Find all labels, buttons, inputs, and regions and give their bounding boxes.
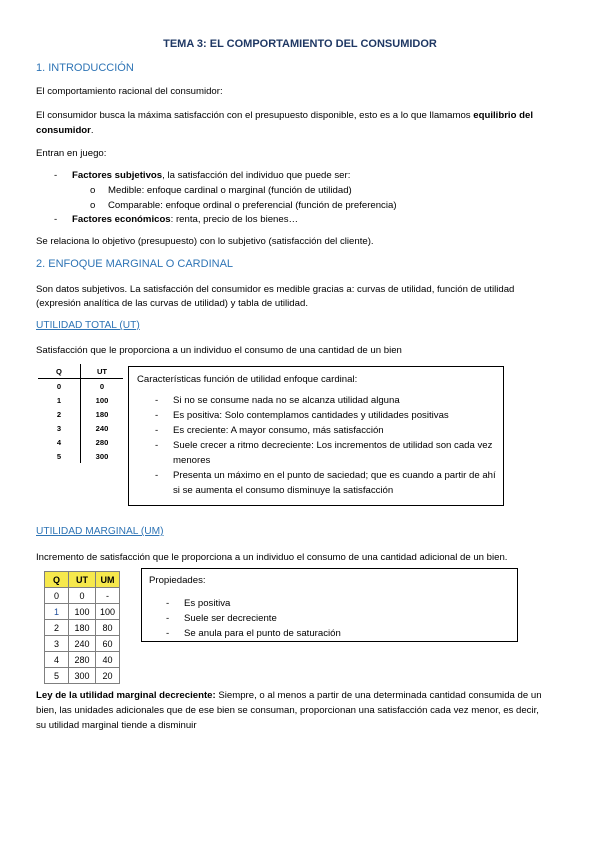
um-cell-ut: 280 [69, 652, 96, 668]
table-row [45, 604, 120, 620]
bullet-circle-2: o [90, 200, 96, 211]
list-item [166, 626, 466, 641]
list-dash: - [166, 598, 170, 609]
intro-paragraph-1: El comportamiento racional del consumidor: [36, 86, 223, 97]
list-item-text: Presenta un máximo en el punto de saciedad; que es cuando a partir de ahí si se aumenta el consumo disminuye la satisfacción [173, 470, 496, 496]
enfoque-paragraph-line2: (expresión analítica de las curvas de utilidad) y tabla de utilidad. [36, 298, 308, 309]
list-item-text: Si no se consume nada no se alcanza utilidad alguna [173, 395, 400, 406]
ut-cell-ut: 0 [99, 381, 105, 391]
table-row [45, 652, 120, 668]
section-heading-introduccion: 1. INTRODUCCIÓN [36, 62, 134, 74]
ley-line1 [36, 688, 542, 703]
um-cell-q: 5 [45, 668, 69, 684]
ut-cell-ut: 180 [95, 409, 109, 419]
um-cell-ut: 0 [69, 588, 96, 604]
um-cell-ut: 180 [69, 620, 96, 636]
ley-line1-text: Siempre, o al menos a partir de una determinada cantidad consumida de un [215, 690, 542, 701]
um-cell-q: 3 [45, 636, 69, 652]
intro-p2-bold-a: equilibrio del [473, 110, 533, 121]
factor-subjetivo-item [72, 168, 350, 183]
factor-economico-text: : renta, precio de los bienes… [170, 214, 299, 225]
table-row [45, 668, 120, 684]
caracteristicas-title: Características función de utilidad enfoque cardinal: [137, 374, 358, 385]
ut-table-header-row [38, 364, 123, 379]
intro-paragraph-4: Se relaciona lo objetivo (presupuesto) con lo subjetivo (satisfacción del cliente). [36, 236, 374, 247]
utilidad-marginal-heading: UTILIDAD MARGINAL (UM) [36, 526, 164, 537]
utilidad-marginal-description: Incremento de satisfacción que le proporciona a un individuo el consumo de una cantidad adicional de un bien. [36, 552, 508, 563]
ut-cell-ut: 240 [95, 423, 109, 433]
ley-line2: bien, las unidades adicionales que de ese bien se consuman, proporcionan una satisfacción cada vez menor, es decir, [36, 705, 539, 716]
factor-subjetivo-dash: - [54, 170, 58, 181]
table-row [45, 636, 120, 652]
intro-p2-bold-b: consumidor [36, 125, 91, 136]
um-table-header-ut: UT [69, 572, 96, 588]
list-item [155, 423, 495, 438]
ut-cell-q: 1 [38, 393, 81, 407]
um-cell-q: 1 [45, 604, 69, 620]
list-dash: - [155, 470, 159, 481]
um-cell-q: 0 [45, 588, 69, 604]
section-heading-enfoque-marginal: 2. ENFOQUE MARGINAL O CARDINAL [36, 258, 234, 270]
ut-cell-ut: 280 [95, 437, 109, 447]
enfoque-paragraph-line1: Son datos subjetivos. La satisfacción del consumidor es medible gracias a: curvas de utilidad, función de utilidad [36, 284, 515, 295]
utilidad-total-table [38, 364, 123, 463]
list-item [155, 468, 503, 498]
table-row [38, 449, 123, 463]
propiedades-box [141, 568, 518, 642]
ley-title: Ley de la utilidad marginal decreciente: [36, 690, 216, 701]
um-table-header-q: Q [45, 572, 69, 588]
um-table-header-um: UM [96, 572, 120, 588]
intro-paragraph-2 [36, 108, 566, 138]
table-row [38, 435, 123, 449]
um-cell-q: 4 [45, 652, 69, 668]
ut-cell-q: 3 [38, 421, 81, 435]
ut-table-header-q: Q [38, 364, 81, 379]
ut-cell-ut: 100 [95, 395, 109, 405]
list-item-text: Es positiva: Solo contemplamos cantidades y utilidades positivas [173, 410, 449, 421]
medible-item: Medible: enfoque cardinal o marginal (función de utilidad) [108, 185, 352, 196]
um-cell-um: 40 [96, 652, 120, 668]
table-row [38, 407, 123, 421]
intro-paragraph-3: Entran en juego: [36, 148, 107, 159]
table-row [45, 620, 120, 636]
caracteristicas-list [155, 393, 495, 498]
list-item-text: Suele ser decreciente [184, 613, 277, 624]
list-dash: - [166, 613, 170, 624]
caracteristicas-box [128, 366, 504, 506]
page-title: TEMA 3: EL COMPORTAMIENTO DEL CONSUMIDOR [163, 38, 437, 50]
propiedades-title: Propiedades: [149, 575, 206, 586]
table-row [38, 379, 123, 394]
list-item [155, 438, 493, 468]
um-table-header-row [45, 572, 120, 588]
ut-cell-q: 0 [38, 379, 81, 394]
um-cell-um: - [96, 588, 120, 604]
factor-economico-dash: - [54, 214, 58, 225]
factor-economico-label: Factores económicos [72, 214, 171, 225]
intro-p2-period: . [90, 125, 94, 136]
propiedades-list [166, 596, 466, 641]
table-row [38, 393, 123, 407]
comparable-item: Comparable: enfoque ordinal o preferencial (función de preferencia) [108, 200, 397, 211]
factor-economico-item [72, 212, 298, 227]
um-cell-q: 2 [45, 620, 69, 636]
list-item [166, 596, 466, 611]
um-cell-ut: 100 [69, 604, 96, 620]
table-row [45, 588, 120, 604]
bullet-circle-1: o [90, 185, 96, 196]
list-item-text: Es positiva [184, 598, 231, 609]
list-item [155, 408, 495, 423]
ut-cell-ut: 300 [95, 451, 109, 461]
ut-cell-q: 2 [38, 407, 81, 421]
list-dash: - [155, 440, 159, 451]
list-dash: - [155, 425, 159, 436]
um-cell-um: 60 [96, 636, 120, 652]
list-dash: - [155, 395, 159, 406]
um-cell-um: 20 [96, 668, 120, 684]
list-item [155, 393, 495, 408]
list-dash: - [166, 628, 170, 639]
utilidad-marginal-table [44, 571, 120, 684]
list-item-text: Suele crecer a ritmo decreciente: Los incrementos de utilidad son cada vez menores [173, 440, 493, 466]
list-dash: - [155, 410, 159, 421]
utilidad-total-description: Satisfacción que le proporciona a un individuo el consumo de una cantidad de un bien [36, 345, 402, 356]
um-cell-ut: 300 [69, 668, 96, 684]
factor-subjetivo-text: , la satisfacción del individuo que puede ser: [162, 170, 351, 181]
utilidad-total-heading: UTILIDAD TOTAL (UT) [36, 320, 140, 331]
um-cell-um: 80 [96, 620, 120, 636]
um-cell-um: 100 [96, 604, 120, 620]
list-item-text: Se anula para el punto de saturación [184, 628, 341, 639]
ut-table-header-ut: UT [81, 364, 124, 379]
factor-subjetivo-label: Factores subjetivos [72, 170, 163, 181]
ley-line3: su utilidad marginal tiende a disminuir [36, 720, 197, 731]
list-item-text: Es creciente: A mayor consumo, más satisfacción [173, 425, 384, 436]
um-cell-ut: 240 [69, 636, 96, 652]
table-row [38, 421, 123, 435]
list-item [166, 611, 466, 626]
ut-cell-q: 5 [38, 449, 81, 463]
intro-p2-text-a: El consumidor busca la máxima satisfacción con el presupuesto disponible, esto es a lo que llamamos [36, 110, 474, 121]
ut-cell-q: 4 [38, 435, 81, 449]
